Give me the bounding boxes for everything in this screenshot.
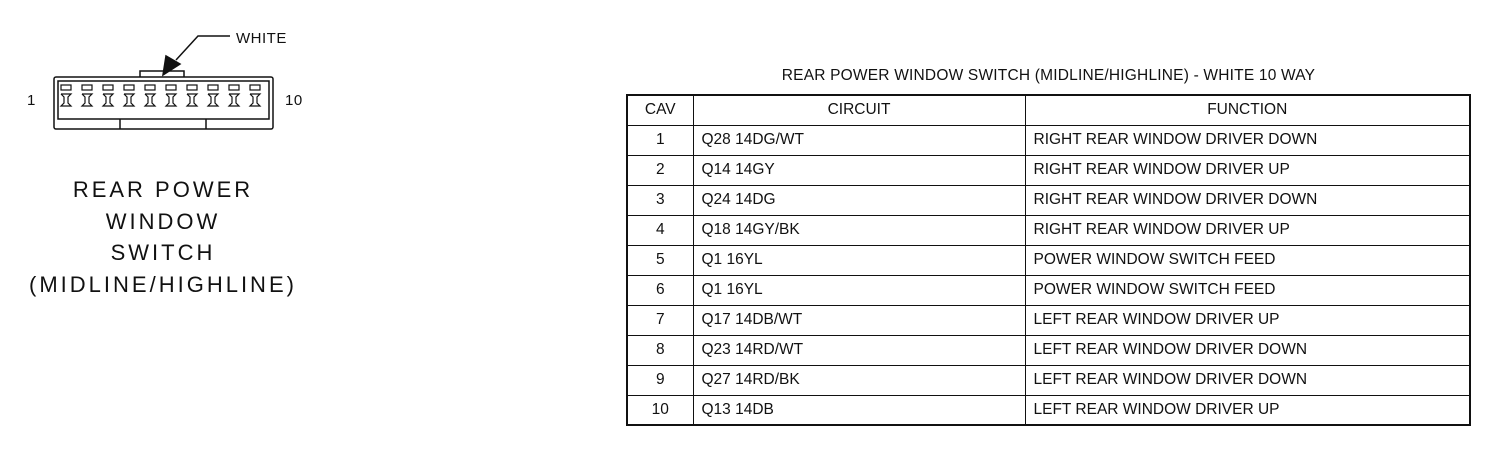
- circuit-cell: Q13 14DB: [693, 395, 1025, 425]
- connector-latch: [140, 71, 184, 77]
- cav-cell: 4: [627, 215, 693, 245]
- cav-cell: 1: [627, 125, 693, 155]
- cavity-2: [82, 85, 92, 106]
- header-cav: CAV: [627, 95, 693, 125]
- cav-cell: 8: [627, 335, 693, 365]
- table-row: [627, 395, 1470, 425]
- function-cell: RIGHT REAR WINDOW DRIVER DOWN: [1025, 125, 1470, 155]
- function-cell: LEFT REAR WINDOW DRIVER DOWN: [1025, 365, 1470, 395]
- cav-cell: 5: [627, 245, 693, 275]
- circuit-cell: Q1 16YL: [693, 245, 1025, 275]
- table-row: [627, 125, 1470, 155]
- function-cell: LEFT REAR WINDOW DRIVER DOWN: [1025, 335, 1470, 365]
- function-cell: RIGHT REAR WINDOW DRIVER DOWN: [1025, 185, 1470, 215]
- function-cell: POWER WINDOW SWITCH FEED: [1025, 245, 1470, 275]
- circuit-cell: Q17 14DB/WT: [693, 305, 1025, 335]
- circuit-cell: Q28 14DG/WT: [693, 125, 1025, 155]
- cavity-9: [229, 85, 239, 106]
- wire-color-label: WHITE: [236, 30, 287, 47]
- table-header-row: [627, 95, 1470, 125]
- cav-cell: 10: [627, 395, 693, 425]
- circuit-cell: Q23 14RD/WT: [693, 335, 1025, 365]
- cavity-8: [208, 85, 218, 106]
- pinout-table: [626, 94, 1471, 426]
- cavity-10: [250, 85, 260, 106]
- cav-cell: 7: [627, 305, 693, 335]
- circuit-cell: Q1 16YL: [693, 275, 1025, 305]
- function-cell: POWER WINDOW SWITCH FEED: [1025, 275, 1470, 305]
- component-name-line: SWITCH: [110, 240, 216, 265]
- first-pin-label: 1: [27, 92, 36, 109]
- header-function: FUNCTION: [1025, 95, 1470, 125]
- last-pin-label: 10: [285, 92, 303, 109]
- connector-cavities: [61, 85, 260, 106]
- table-row: [627, 215, 1470, 245]
- function-cell: LEFT REAR WINDOW DRIVER UP: [1025, 395, 1470, 425]
- cav-cell: 9: [627, 365, 693, 395]
- function-cell: RIGHT REAR WINDOW DRIVER UP: [1025, 155, 1470, 185]
- component-name-line: WINDOW: [105, 208, 221, 234]
- table-row: [627, 305, 1470, 335]
- table-row: [627, 155, 1470, 185]
- cavity-5: [145, 85, 155, 106]
- cavity-6: [166, 85, 176, 106]
- function-cell: LEFT REAR WINDOW DRIVER UP: [1025, 305, 1470, 335]
- component-name-line: REAR POWER: [72, 177, 254, 202]
- cav-cell: 2: [627, 155, 693, 185]
- cavity-1: [61, 85, 71, 106]
- function-cell: RIGHT REAR WINDOW DRIVER UP: [1025, 215, 1470, 245]
- leader-line: [176, 36, 230, 60]
- table-row: [627, 335, 1470, 365]
- table-row: [627, 365, 1470, 395]
- cavity-3: [103, 85, 113, 106]
- circuit-cell: Q24 14DG: [693, 185, 1025, 215]
- circuit-cell: Q14 14GY: [693, 155, 1025, 185]
- component-name-line: (MIDLINE/HIGHLINE): [29, 271, 297, 297]
- table-row: [627, 275, 1470, 305]
- header-circuit: CIRCUIT: [693, 95, 1025, 125]
- cav-cell: 3: [627, 185, 693, 215]
- table-row: [627, 245, 1470, 275]
- table-row: [627, 185, 1470, 215]
- cavity-4: [124, 85, 134, 106]
- connector-inner-frame: [58, 81, 269, 119]
- cav-cell: 6: [627, 275, 693, 305]
- circuit-cell: Q27 14RD/BK: [693, 365, 1025, 395]
- component-name: [22, 174, 304, 300]
- connector-diagram: [0, 0, 320, 150]
- circuit-cell: Q18 14GY/BK: [693, 215, 1025, 245]
- table-title: REAR POWER WINDOW SWITCH (MIDLINE/HIGHLINE) - WHITE 10 WAY: [781, 67, 1316, 84]
- cavity-7: [187, 85, 197, 106]
